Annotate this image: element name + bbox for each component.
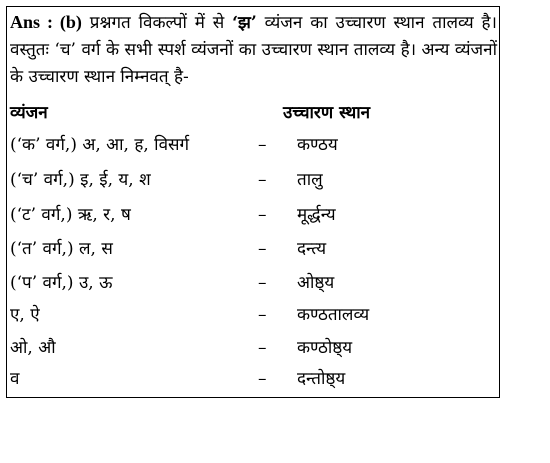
row-dash: – bbox=[258, 205, 267, 225]
answer-paragraph bbox=[10, 9, 497, 91]
table-row bbox=[10, 199, 497, 231]
row-place: मूर्द्धन्य bbox=[297, 205, 336, 225]
table-row bbox=[10, 267, 497, 299]
row-letters: (‘ट’ वर्ग,) ऋ, र, ष bbox=[10, 205, 131, 225]
table-row bbox=[10, 164, 497, 196]
answer-highlight: ‘झ’ bbox=[232, 13, 257, 33]
row-letters: (‘प’ वर्ग,) उ, ऊ bbox=[10, 273, 113, 293]
row-dash: – bbox=[258, 273, 267, 293]
table-row bbox=[10, 233, 497, 265]
row-place: कण्ठय bbox=[297, 135, 338, 155]
row-dash: – bbox=[258, 305, 267, 325]
row-place: कण्ठोष्ठ्य bbox=[297, 338, 353, 358]
header-vyanjan: व्यंजन bbox=[10, 103, 48, 123]
row-letters: (‘क’ वर्ग,) अ, आ, ह, विसर्ग bbox=[10, 135, 190, 155]
row-dash: – bbox=[258, 135, 267, 155]
row-dash: – bbox=[258, 239, 267, 259]
answer-box bbox=[6, 6, 500, 398]
row-letters: (‘त’ वर्ग,) ल, स bbox=[10, 239, 113, 259]
row-dash: – bbox=[258, 369, 267, 389]
row-place: तालु bbox=[297, 170, 323, 190]
table-row bbox=[10, 129, 497, 161]
answer-label: Ans : (b) bbox=[10, 12, 82, 32]
row-place: दन्तोष्ठ्य bbox=[297, 369, 346, 389]
answer-text-before: प्रश्नगत विकल्पों में से bbox=[81, 13, 233, 33]
row-place: ओष्ठ्य bbox=[297, 273, 335, 293]
row-place: दन्त्य bbox=[297, 239, 327, 259]
header-uchcharan-sthan: उच्चारण स्थान bbox=[283, 103, 371, 123]
row-letters: (‘च’ वर्ग,) इ, ई, य, श bbox=[10, 170, 151, 190]
table-row bbox=[10, 363, 497, 395]
row-letters: ओ, औ bbox=[10, 338, 56, 358]
row-place: कण्ठतालव्य bbox=[297, 305, 370, 325]
row-letters: व bbox=[10, 369, 20, 389]
row-letters: ए, ऐ bbox=[10, 305, 40, 325]
row-dash: – bbox=[258, 338, 267, 358]
row-dash: – bbox=[258, 170, 267, 190]
table-row bbox=[10, 299, 497, 331]
table-row bbox=[10, 332, 497, 364]
answer-text-after: व्यंजन का उच्चारण स्थान तालव्य है। वस्तुतः ‘च’ वर्ग के सभी स्पर्श व्यंजनों का उच्चारण स्थान तालव्य है। अन्य व्यंजनों के उच्चारण स्थान निम्नवत् है- bbox=[10, 13, 497, 87]
table-header bbox=[10, 97, 497, 129]
